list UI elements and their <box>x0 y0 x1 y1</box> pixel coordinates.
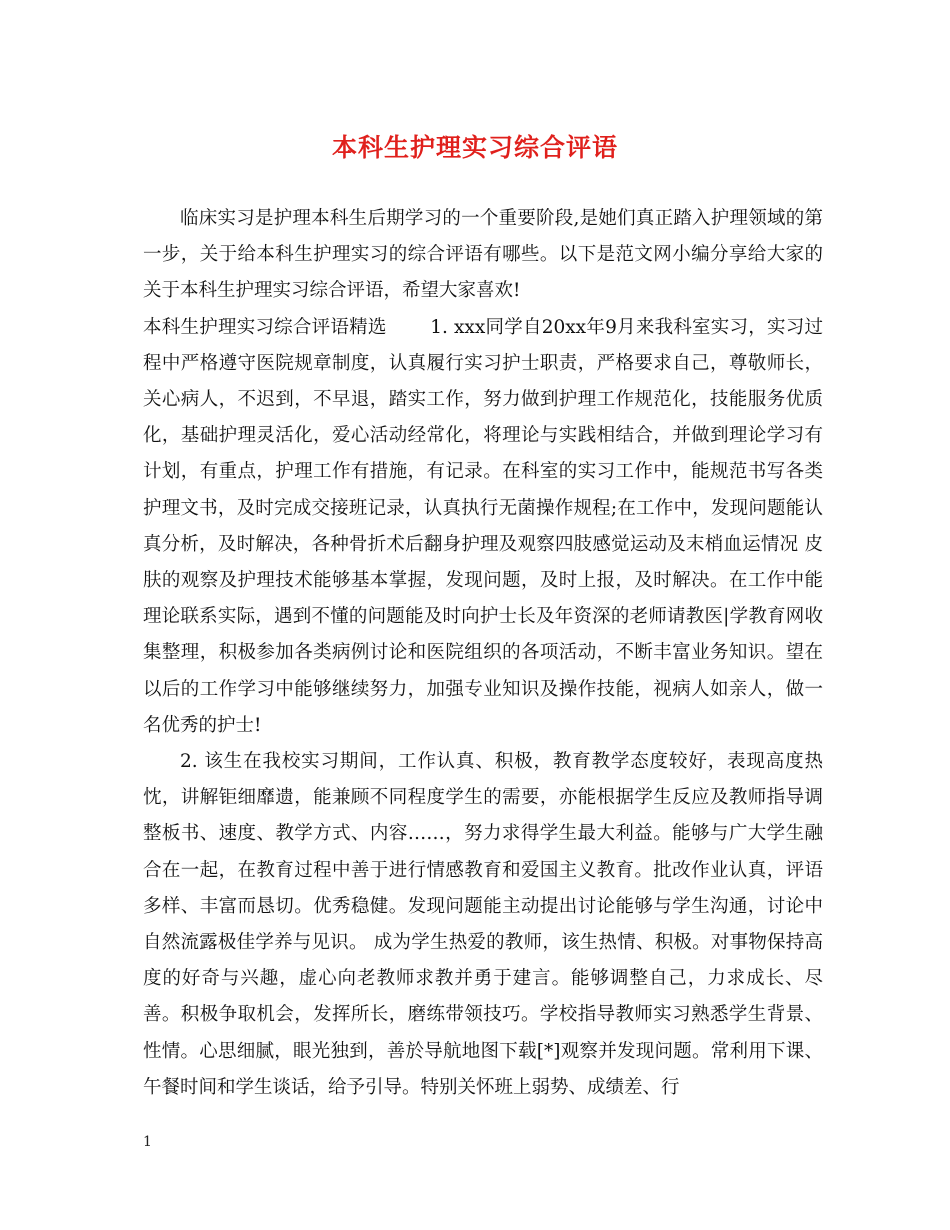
document-title: 本科生护理实习综合评语 <box>331 133 618 162</box>
document-body <box>143 201 823 1106</box>
evaluation-paragraph-2: 2. 该生在我校实习期间，工作认真、积极，教育教学态度较好，表现高度热忱，讲解钜细靡遗，能兼顾不同程度学生的需要，亦能根据学生反应及教师指导调整板书、速度、教学方式、内容……，努力求得学生最大利益。能够与广大学生融合在一起，在教育过程中善于进行情感教育和爱国主义教育。批改作业认真，评语多样、丰富而恳切。优秀稳健。发现问题能主动提出讨论能够与学生沟通，讨论中自然流露极佳学养与见识。 成为学生热爱的教师，该生热情、积极。对事物保持高度的好奇与兴趣，虚心向老教师求教并勇于建言。能够调整自己，力求成长、尽善。积极争取机会，发挥所长，磨练带领技巧。学校指导教师实习熟悉学生背景、性情。心思细腻，眼光独到，善於导航地图下载[*]观察并发现问题。常利用下课、午餐时间和学生谈话，给予引导。特别关怀班上弱势、成绩差、行 <box>143 751 823 1098</box>
intro-paragraph: 临床实习是护理本科生后期学习的一个重要阶段,是她们真正踏入护理领域的第一步，关于给本科生护理实习的综合评语有哪些。以下是范文网小编分享给大家的关于本科生护理实习综合评语，希望大家喜欢! <box>143 208 823 302</box>
page-number: 1 <box>143 1134 152 1150</box>
evaluation-paragraph-1: 本科生护理实习综合评语精选 1. xxx同学自20xx年9月来我科室实习，实习过程中严格遵守医院规章制度，认真履行实习护士职责，严格要求自己，尊敬师长，关心病人，不迟到，不早退，踏实工作，努力做到护理工作规范化，技能服务优质化，基础护理灵活化，爱心活动经常化，将理论与实践相结合，并做到理论学习有计划，有重点，护理工作有措施，有记录。在科室的实习工作中，能规范书写各类护理文书，及时完成交接班记录，认真执行无菌操作规程;在工作中，发现问题能认真分析，及时解决，各种骨折术后翻身护理及观察四肢感觉运动及末梢血运情况 皮肤的观察及护理技术能够基本掌握，发现问题，及时上报，及时解决。在工作中能理论联系实际，遇到不懂的问题能及时向护士长及年资深的老师请教医|学教育网收集整理，积极参加各类病例讨论和医院组织的各项活动，不断丰富业务知识。望在以后的工作学习中能够继续努力，加强专业知识及操作技能，视病人如亲人，做一名优秀的护士! <box>143 316 823 736</box>
